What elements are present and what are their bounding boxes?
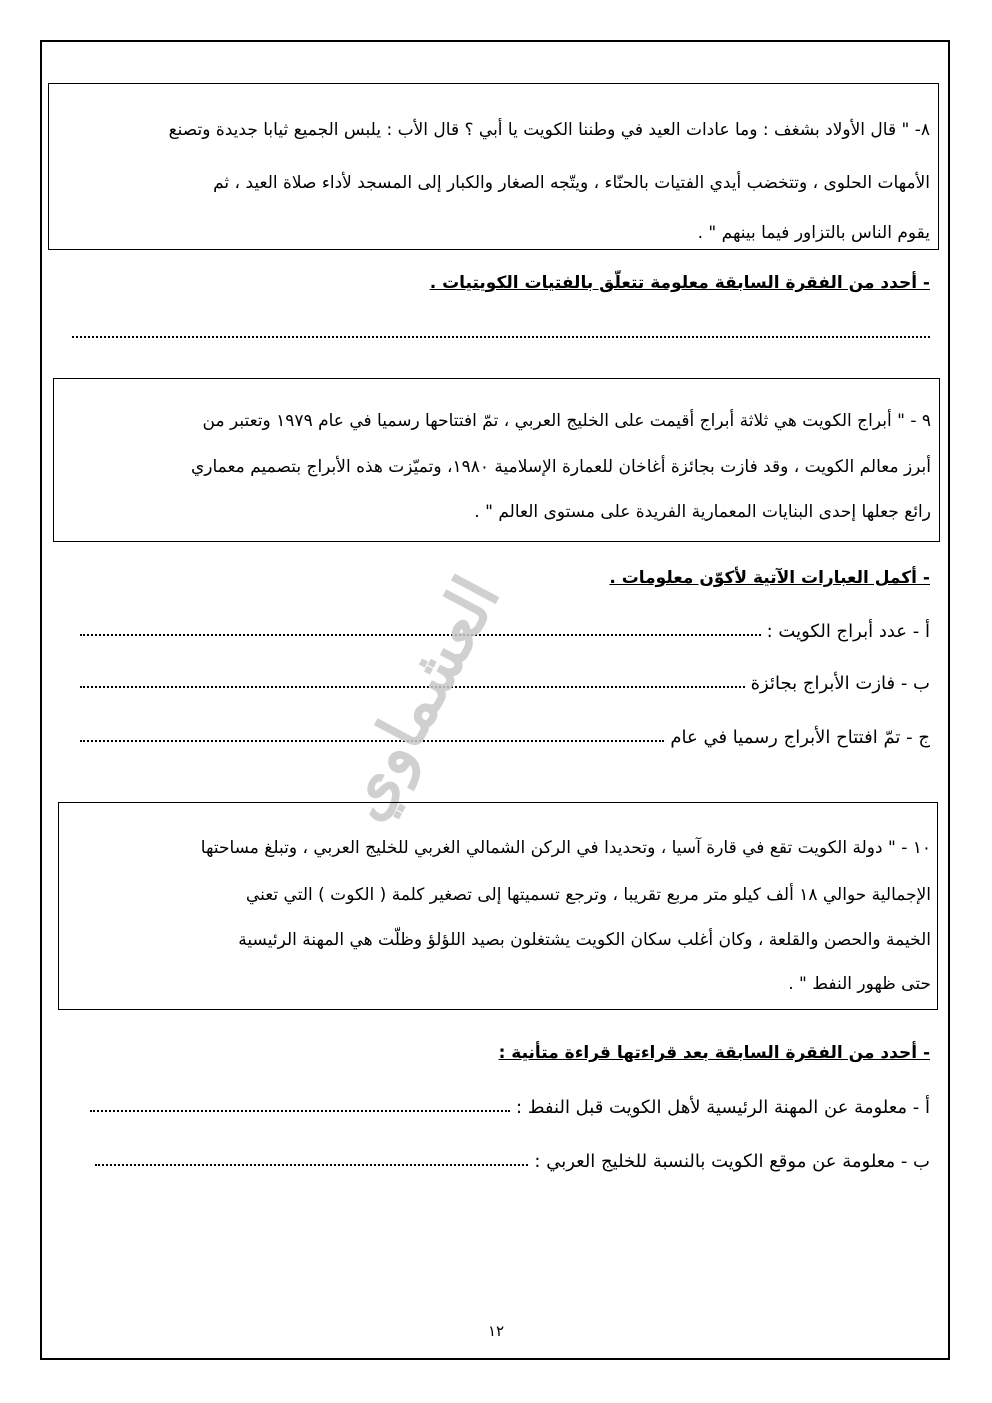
answer-line[interactable] <box>95 1164 528 1166</box>
passage-8-line: يقوم الناس بالتزاور فيما بينهم " . <box>697 223 930 243</box>
passage-9-line: ٩ - " أبراج الكويت هي ثلاثة أبراج أقيمت على الخليج العربي ، تمّ افتتاحها رسميا في عام ١٩٧٩ وتعتبر من <box>202 411 931 431</box>
fill-item <box>95 1144 930 1172</box>
page-number: ١٢ <box>487 1322 505 1340</box>
question-10-heading: - أحدد من الفقرة السابقة بعد قراءتها قراءة متأنية : <box>498 1043 930 1063</box>
fill-item-label: ج - تمّ افتتاح الأبراج رسميا في عام <box>670 727 930 748</box>
answer-line[interactable] <box>90 1110 510 1112</box>
passage-9-line: رائع جعلها إحدى البنايات المعمارية الفريدة على مستوى العالم " . <box>474 502 931 522</box>
fill-item-label: ب - معلومة عن موقع الكويت بالنسبة للخليج العربي : <box>534 1151 930 1172</box>
passage-9-line: أبرز معالم الكويت ، وقد فازت بجائزة أغاخان للعمارة الإسلامية ١٩٨٠، وتميّزت هذه الأبراج بتصميم معماري <box>190 457 931 477</box>
passage-10-line: الخيمة والحصن والقلعة ، وكان أغلب سكان الكويت يشتغلون بصيد اللؤلؤ وظلّت هي المهنة الرئيسية <box>238 930 931 950</box>
passage-9-box <box>53 378 940 542</box>
passage-10-line: حتى ظهور النفط " . <box>788 974 931 994</box>
fill-item-label: أ - عدد أبراج الكويت : <box>766 621 930 642</box>
fill-item-label: أ - معلومة عن المهنة الرئيسية لأهل الكويت قبل النفط : <box>516 1097 930 1118</box>
passage-10-line: ١٠ - " دولة الكويت تقع في قارة آسيا ، وتحديدا في الركن الشمالي الغربي للخليج العربي ، وتبلغ مساحتها <box>200 838 931 858</box>
question-9-heading: - أكمل العبارات الآتية لأكوّن معلومات . <box>609 568 930 588</box>
answer-line[interactable] <box>72 336 930 338</box>
question-8-heading: - أحدد من الفقرة السابقة معلومة تتعلّق بالفتيات الكويتيات . <box>429 273 930 293</box>
fill-item-label: ب - فازت الأبراج بجائزة <box>750 673 930 694</box>
passage-8-box <box>48 83 939 250</box>
passage-10-line: الإجمالية حوالي ١٨ ألف كيلو متر مربع تقريبا ، وترجع تسميتها إلى تصغير كلمة ( الكوت ) التي تعني <box>245 885 931 905</box>
passage-10-box <box>58 802 938 1010</box>
passage-8-line: ٨- " قال الأولاد بشغف : وما عادات العيد في وطننا الكويت يا أبي ؟ قال الأب : يلبس الجميع ثيابا جديدة وتصنع <box>168 120 930 140</box>
passage-8-line: الأمهات الحلوى ، وتتخضب أيدي الفتيات بالحنّاء ، ويتّجه الصغار والكبار إلى المسجد لأداء صلاة العيد ، ثم <box>213 173 930 193</box>
fill-item <box>90 1090 930 1118</box>
watermark-signature: العشماوي <box>325 564 515 832</box>
